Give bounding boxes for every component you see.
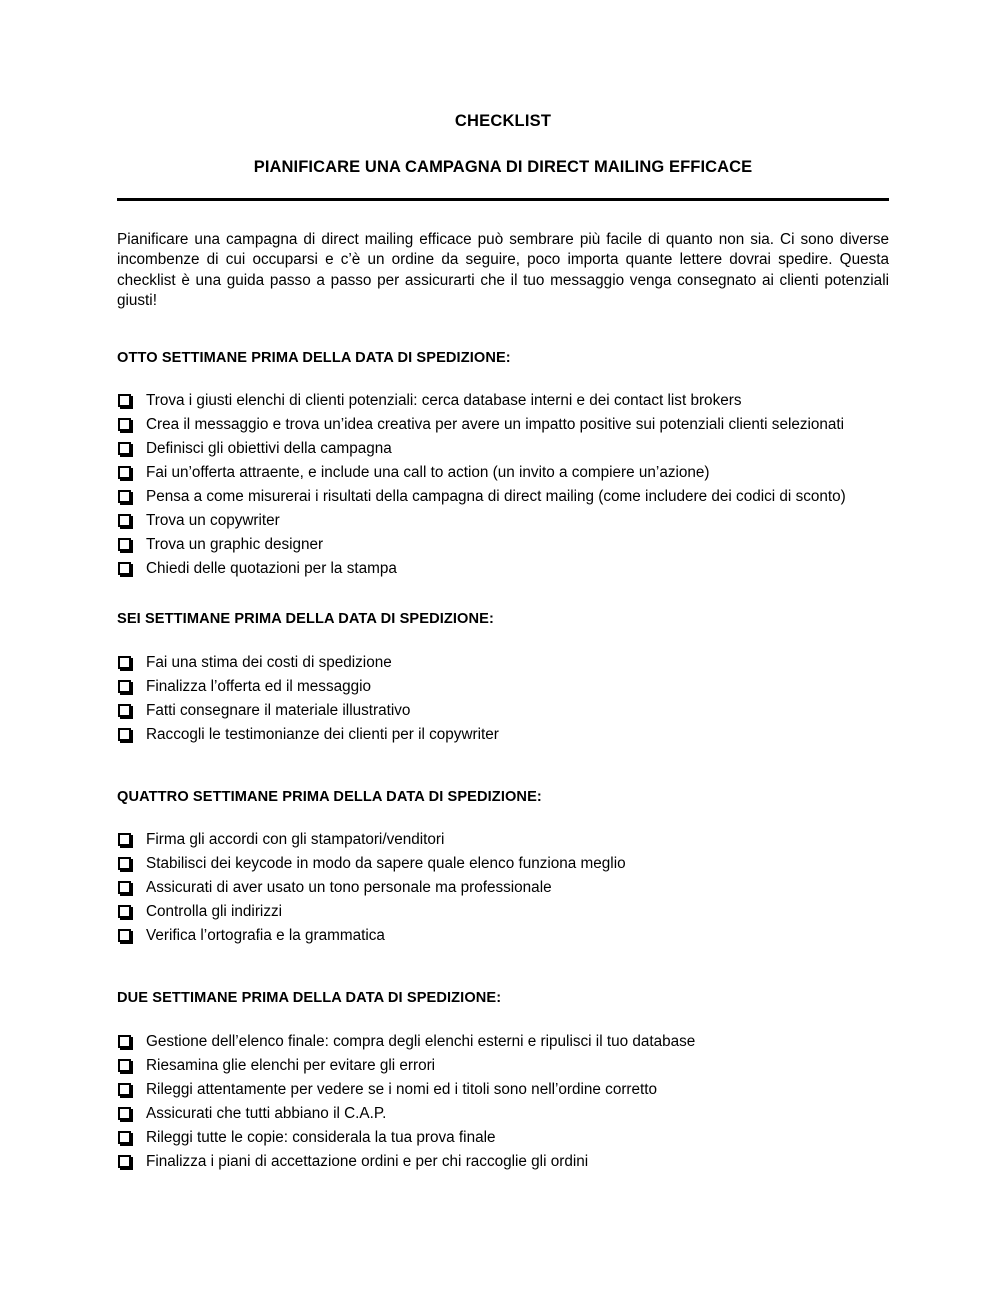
title-divider bbox=[117, 198, 889, 201]
checklist-item-label: Rileggi tutte le copie: considerala la tua prova finale bbox=[146, 1128, 496, 1146]
checklist-item-label: Pensa a come misurerai i risultati della campagna di direct mailing (come includere dei codici di sconto) bbox=[146, 488, 846, 506]
checkbox-icon[interactable] bbox=[118, 442, 131, 455]
checkbox-icon[interactable] bbox=[118, 680, 131, 693]
checklist-item-label: Assicurati di aver usato un tono personale ma professionale bbox=[146, 879, 552, 897]
checklist-item[interactable] bbox=[117, 876, 889, 900]
checklist-item[interactable] bbox=[117, 1054, 889, 1078]
page-title: CHECKLIST bbox=[454, 112, 552, 130]
checkbox-icon[interactable] bbox=[118, 704, 131, 717]
checkbox-icon[interactable] bbox=[118, 833, 131, 846]
checklist-item[interactable] bbox=[117, 1030, 889, 1054]
checkbox-icon[interactable] bbox=[118, 929, 131, 942]
checkbox-icon[interactable] bbox=[118, 538, 131, 551]
checklist-items bbox=[117, 629, 889, 747]
checklist-item[interactable] bbox=[117, 557, 889, 581]
checkbox-icon[interactable] bbox=[118, 728, 131, 741]
checkbox-icon[interactable] bbox=[118, 514, 131, 527]
checklist-sections bbox=[117, 312, 889, 1174]
checklist-item-label: Finalizza i piani di accettazione ordini e per chi raccoglie gli ordini bbox=[146, 1152, 589, 1170]
checklist-item[interactable] bbox=[117, 1150, 889, 1174]
checklist-item-label: Chiedi delle quotazioni per la stampa bbox=[146, 560, 397, 578]
checklist-item[interactable] bbox=[117, 1078, 889, 1102]
section-heading: OTTO SETTIMANE PRIMA DELLA DATA DI SPEDIZIONE: bbox=[117, 349, 511, 366]
checklist-item-label: Stabilisci dei keycode in modo da sapere quale elenco funziona meglio bbox=[146, 855, 626, 873]
checklist-item[interactable] bbox=[117, 533, 889, 557]
checklist-item[interactable] bbox=[117, 723, 889, 747]
checkbox-icon[interactable] bbox=[118, 1059, 131, 1072]
checklist-item-label: Trova un copywriter bbox=[146, 512, 280, 530]
checklist-item-label: Finalizza l’offerta ed il messaggio bbox=[146, 677, 372, 695]
checklist-items bbox=[117, 1008, 889, 1174]
checklist-item[interactable] bbox=[117, 485, 889, 509]
checklist-section bbox=[117, 747, 889, 949]
section-heading: DUE SETTIMANE PRIMA DELLA DATA DI SPEDIZIONE: bbox=[117, 990, 502, 1007]
checklist-item[interactable] bbox=[117, 651, 889, 675]
checklist-item[interactable] bbox=[117, 900, 889, 924]
checklist-item[interactable] bbox=[117, 675, 889, 699]
checkbox-icon[interactable] bbox=[118, 1131, 131, 1144]
checkbox-icon[interactable] bbox=[118, 562, 131, 575]
checklist-item-label: Definisci gli obiettivi della campagna bbox=[146, 440, 392, 458]
checklist-item[interactable] bbox=[117, 924, 889, 948]
checklist-item-label: Fatti consegnare il materiale illustrativo bbox=[146, 701, 411, 719]
checklist-item-label: Trova un graphic designer bbox=[146, 536, 324, 554]
checklist-item[interactable] bbox=[117, 461, 889, 485]
checklist-item[interactable] bbox=[117, 1126, 889, 1150]
checklist-item-label: Gestione dell’elenco finale: compra degli elenchi esterni e ripulisci il tuo database bbox=[146, 1032, 696, 1050]
checklist-item[interactable] bbox=[117, 413, 889, 437]
checkbox-icon[interactable] bbox=[118, 656, 131, 669]
document-content bbox=[117, 0, 889, 1174]
checklist-item[interactable] bbox=[117, 828, 889, 852]
checkbox-icon[interactable] bbox=[118, 1107, 131, 1120]
checkbox-icon[interactable] bbox=[118, 490, 131, 503]
checklist-items bbox=[117, 806, 889, 948]
checklist-item[interactable] bbox=[117, 509, 889, 533]
checklist-item-label: Controlla gli indirizzi bbox=[146, 903, 283, 921]
checkbox-icon[interactable] bbox=[118, 881, 131, 894]
intro-paragraph: Pianificare una campagna di direct mailing efficace può sembrare più facile di quanto non sia. Ci sono diverse incombenze di cui occuparsi e c’è un ordine da seguire, poco importa quante lettere dovrai spedire. Questa checklist è una guida passo a passo per assicurarti che il tuo messaggio venga consegnato ai clienti potenziali giusti! bbox=[117, 230, 889, 310]
checklist-section bbox=[117, 312, 889, 582]
checkbox-icon[interactable] bbox=[118, 1083, 131, 1096]
checklist-item[interactable] bbox=[117, 1102, 889, 1126]
checkbox-icon[interactable] bbox=[118, 1035, 131, 1048]
checklist-item-label: Trova i giusti elenchi di clienti potenziali: cerca database interni e dei contact list brokers bbox=[146, 392, 742, 410]
checklist-item-label: Fai una stima dei costi di spedizione bbox=[146, 653, 392, 671]
section-heading: SEI SETTIMANE PRIMA DELLA DATA DI SPEDIZIONE: bbox=[117, 611, 494, 628]
checklist-item-label: Riesamina glie elenchi per evitare gli errori bbox=[146, 1056, 436, 1074]
checkbox-icon[interactable] bbox=[118, 905, 131, 918]
checklist-item-label: Assicurati che tutti abbiano il C.A.P. bbox=[146, 1104, 387, 1122]
checkbox-icon[interactable] bbox=[118, 394, 131, 407]
section-heading: QUATTRO SETTIMANE PRIMA DELLA DATA DI SPEDIZIONE: bbox=[117, 788, 542, 805]
checklist-item-label: Rileggi attentamente per vedere se i nomi ed i titoli sono nell’ordine corretto bbox=[146, 1080, 658, 1098]
checklist-item-label: Verifica l’ortografia e la grammatica bbox=[146, 927, 385, 945]
checklist-section bbox=[117, 581, 889, 747]
checkbox-icon[interactable] bbox=[118, 857, 131, 870]
checkbox-icon[interactable] bbox=[118, 1155, 131, 1168]
checklist-item-label: Crea il messaggio e trova un’idea creativa per avere un impatto positive sui potenziali clienti selezionati bbox=[146, 416, 845, 434]
checklist-item-label: Raccogli le testimonianze dei clienti per il copywriter bbox=[146, 725, 499, 743]
checklist-item-label: Firma gli accordi con gli stampatori/venditori bbox=[146, 831, 445, 849]
checklist-item[interactable] bbox=[117, 852, 889, 876]
checklist-item[interactable] bbox=[117, 389, 889, 413]
checklist-item[interactable] bbox=[117, 437, 889, 461]
checkbox-icon[interactable] bbox=[118, 466, 131, 479]
checklist-section bbox=[117, 948, 889, 1174]
checklist-items bbox=[117, 367, 889, 581]
checklist-item[interactable] bbox=[117, 699, 889, 723]
checkbox-icon[interactable] bbox=[118, 418, 131, 431]
page-subtitle: PIANIFICARE UNA CAMPAGNA DI DIRECT MAILING EFFICACE bbox=[253, 157, 753, 176]
checklist-item-label: Fai un’offerta attraente, e include una call to action (un invito a compiere un’azione) bbox=[146, 464, 710, 482]
